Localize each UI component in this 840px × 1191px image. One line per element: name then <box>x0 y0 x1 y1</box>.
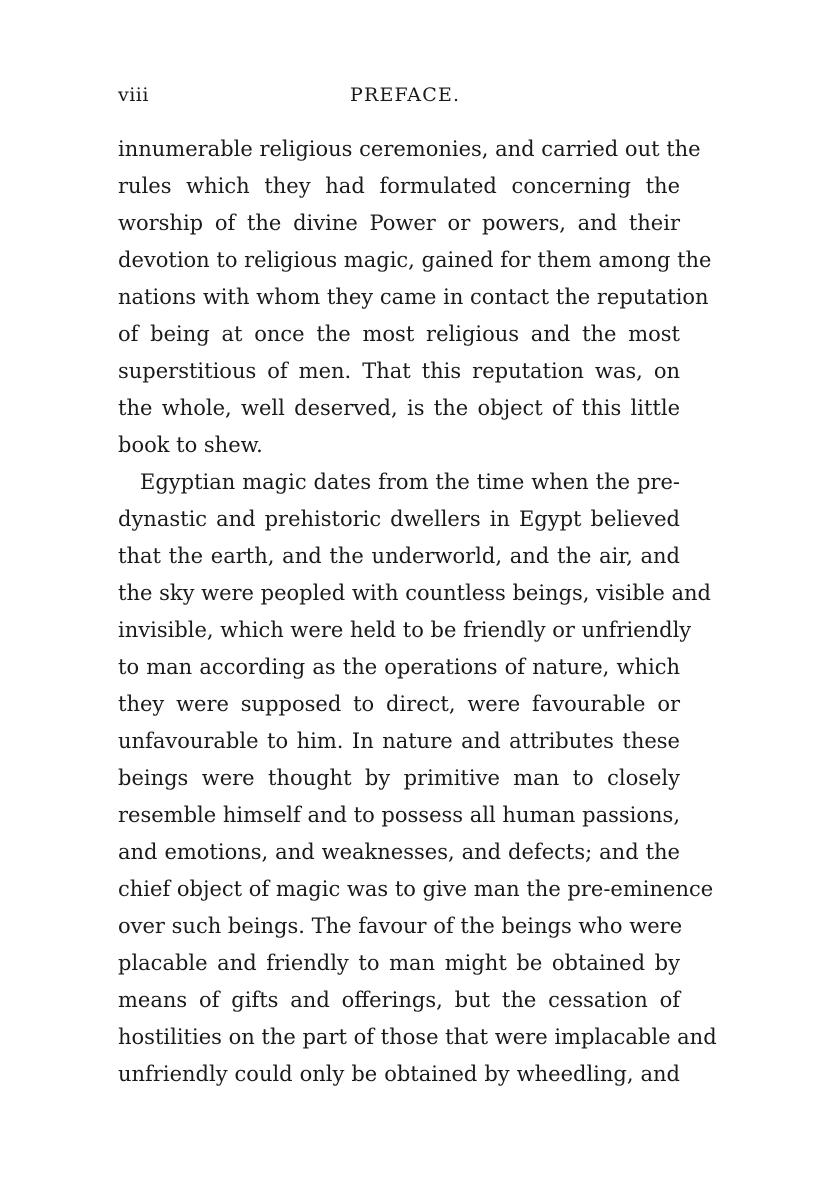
text-line: devotion to religious magic, gained for them among the <box>118 248 712 272</box>
text-line: chief object of magic was to give man the pre-eminence <box>118 877 714 901</box>
text-line: Egyptian magic dates from the time when the pre- <box>140 470 680 494</box>
text-line: nations with whom they came in contact the reputation <box>118 285 709 309</box>
text-line: the whole, well deserved, is the object of this little <box>118 396 680 420</box>
text-line: invisible, which were held to be friendly or unfriendly <box>118 618 692 642</box>
body-text <box>118 131 717 1093</box>
text-line: rules which they had formulated concerning the <box>118 174 680 198</box>
paragraph-2 <box>118 464 717 1093</box>
text-line: superstitious of men. That this reputation was, on <box>118 359 680 383</box>
text-line: unfriendly could only be obtained by wheedling, and <box>118 1062 680 1086</box>
text-line: unfavourable to him. In nature and attributes these <box>118 729 680 753</box>
text-line: means of gifts and offerings, but the cessation of <box>118 988 680 1012</box>
text-line: resemble himself and to possess all human passions, <box>118 803 680 827</box>
text-line: of being at once the most religious and the most <box>118 322 680 346</box>
text-line: to man according as the operations of nature, which <box>118 655 680 679</box>
text-line: placable and friendly to man might be obtained by <box>118 951 680 975</box>
paragraph-1 <box>118 131 712 464</box>
text-line: innumerable religious ceremonies, and carried out the <box>118 137 701 161</box>
text-line: book to shew. <box>118 433 263 457</box>
text-line: and emotions, and weaknesses, and defects; and the <box>118 840 680 864</box>
text-line: beings were thought by primitive man to closely <box>118 766 680 790</box>
text-line: the sky were peopled with countless beings, visible and <box>118 581 711 605</box>
text-line: dynastic and prehistoric dwellers in Egypt believed <box>118 507 680 531</box>
text-line: over such beings. The favour of the beings who were <box>118 914 683 938</box>
text-line: worship of the divine Power or powers, and their <box>118 211 680 235</box>
page-number: viii <box>118 84 149 106</box>
text-line: they were supposed to direct, were favourable or <box>118 692 680 716</box>
text-line: that the earth, and the underworld, and the air, and <box>118 544 680 568</box>
text-line: hostilities on the part of those that were implacable and <box>118 1025 717 1049</box>
running-head <box>118 84 686 114</box>
running-title: PREFACE. <box>350 84 461 106</box>
